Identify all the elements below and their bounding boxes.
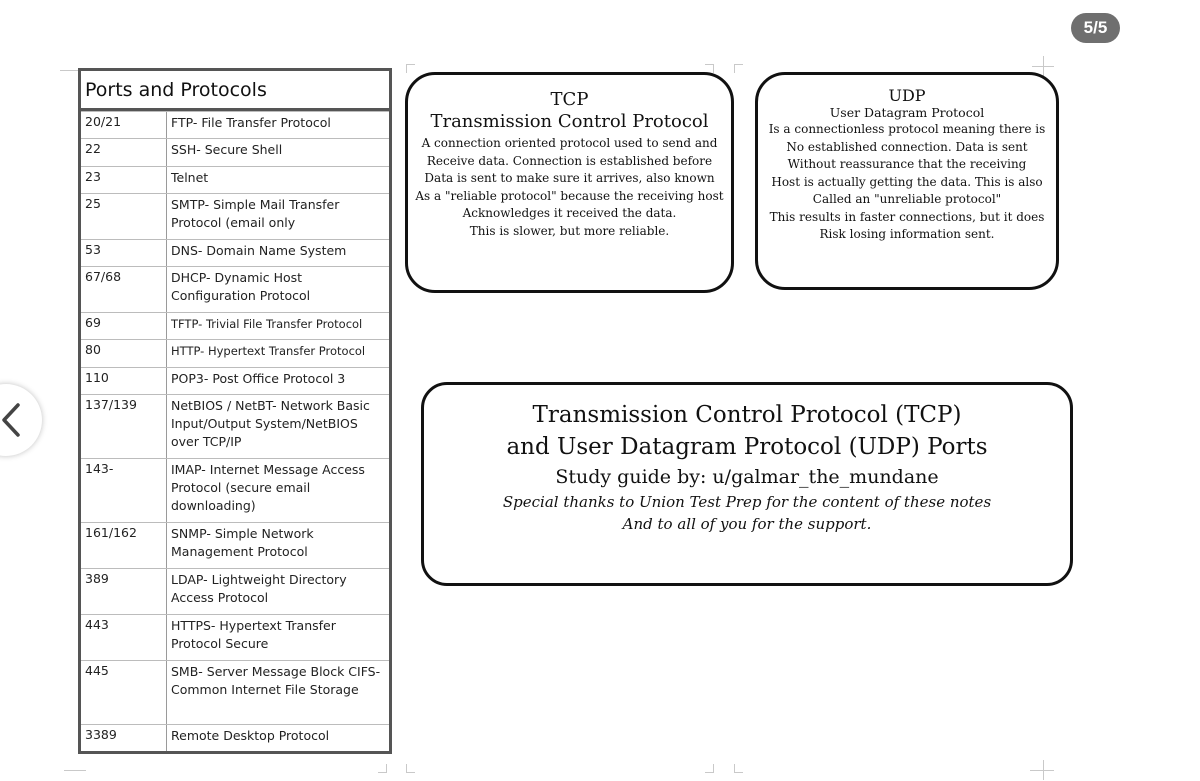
table-row (81, 724, 389, 751)
crop-mark (406, 764, 415, 773)
port-number: 69 (81, 313, 167, 339)
port-description: HTTPS- Hypertext Transfer Protocol Secure (171, 617, 336, 651)
crop-mark (705, 764, 714, 773)
port-description: TFTP- Trivial File Transfer Protocol (171, 316, 363, 331)
port-description: DHCP- Dynamic Host Configuration Protocol (171, 270, 311, 304)
previous-page-button[interactable] (0, 384, 42, 456)
port-number: 3389 (81, 725, 167, 751)
udp-description: Is a connectionless protocol meaning there is No established connection. Data is sent Without reassurance that the receiving Host is actually getting the data. This is also Called an "unreliable protocol" This results in faster connections, but it does Risk losing information sent. (768, 122, 1046, 241)
page-indicator: 5/5 (1071, 13, 1120, 43)
table-row (81, 568, 389, 614)
port-number: 20/21 (81, 112, 167, 138)
guide-thanks: And to all of you for the support. (622, 515, 872, 533)
crop-mark (1043, 760, 1044, 780)
port-number: 23 (81, 167, 167, 193)
port-number: 389 (81, 569, 167, 614)
table-row (81, 614, 389, 660)
port-number: 161/162 (81, 523, 167, 568)
port-number: 53 (81, 240, 167, 266)
guide-title-line-2: and User Datagram Protocol (UDP) Ports (506, 434, 988, 460)
port-description: SSH- Secure Shell (171, 142, 283, 158)
port-description: LDAP- Lightweight Directory Access Protocol (171, 571, 347, 605)
udp-info-box (755, 72, 1059, 290)
table-row (81, 166, 389, 193)
crop-mark (406, 64, 415, 73)
tcp-info-box (405, 72, 734, 293)
port-number: 143- (81, 459, 167, 522)
crop-mark (1030, 770, 1054, 771)
guide-credit: Special thanks to Union Test Prep for the content of these notes (502, 493, 992, 511)
table-row (81, 522, 389, 568)
port-number: 22 (81, 139, 167, 165)
port-number: 80 (81, 340, 167, 366)
table-row (81, 239, 389, 266)
crop-mark (734, 764, 743, 773)
ports-table-title: Ports and Protocols (81, 71, 389, 111)
port-number: 110 (81, 368, 167, 394)
port-description: IMAP- Internet Message Access Protocol (secure email downloading) (171, 462, 365, 514)
port-description: NetBIOS / NetBT- Network Basic Input/Output System/NetBIOS over TCP/IP (171, 397, 370, 449)
udp-subtitle: User Datagram Protocol (829, 105, 985, 120)
port-description: SNMP- Simple Network Management Protocol (171, 526, 314, 560)
port-number: 445 (81, 661, 167, 724)
table-row (81, 312, 389, 339)
table-row (81, 193, 389, 239)
port-description: POP3- Post Office Protocol 3 (171, 370, 346, 386)
crop-mark (60, 70, 78, 71)
chevron-left-icon (0, 402, 22, 438)
table-row (81, 339, 389, 366)
table-row (81, 458, 389, 522)
study-guide-title-box (421, 382, 1073, 586)
tcp-description: A connection oriented protocol used to send and Receive data. Connection is established before Data is sent to make sure it arrives, also known As a "reliable protocol" because the receiving host Acknowledges it received the data. This is slower, but more reliable. (415, 136, 724, 238)
port-number: 25 (81, 194, 167, 239)
guide-title-line-1: Transmission Control Protocol (TCP) (532, 402, 962, 428)
port-description: SMTP- Simple Mail Transfer Protocol (email only (171, 196, 340, 230)
table-row (81, 367, 389, 394)
tcp-title: TCP (550, 89, 589, 110)
crop-mark (378, 764, 387, 773)
port-description: SMB- Server Message Block CIFS- Common Internet File Storage (171, 663, 381, 697)
port-description: HTTP- Hypertext Transfer Protocol (171, 344, 366, 359)
port-number: 443 (81, 615, 167, 660)
port-description: DNS- Domain Name System (171, 242, 347, 258)
port-description: Telnet (171, 169, 209, 185)
crop-mark (734, 64, 743, 73)
table-row (81, 660, 389, 724)
port-description: FTP- File Transfer Protocol (171, 115, 331, 130)
port-number: 67/68 (81, 267, 167, 312)
table-row (81, 111, 389, 138)
table-row (81, 394, 389, 458)
guide-author: Study guide by: u/galmar_the_mundane (555, 466, 939, 488)
udp-title: UDP (888, 86, 926, 105)
ports-table (78, 68, 392, 754)
table-row (81, 138, 389, 165)
port-description: Remote Desktop Protocol (171, 727, 330, 743)
crop-mark (64, 770, 86, 771)
table-row (81, 266, 389, 312)
tcp-subtitle: Transmission Control Protocol (430, 111, 709, 132)
port-number: 137/139 (81, 395, 167, 458)
